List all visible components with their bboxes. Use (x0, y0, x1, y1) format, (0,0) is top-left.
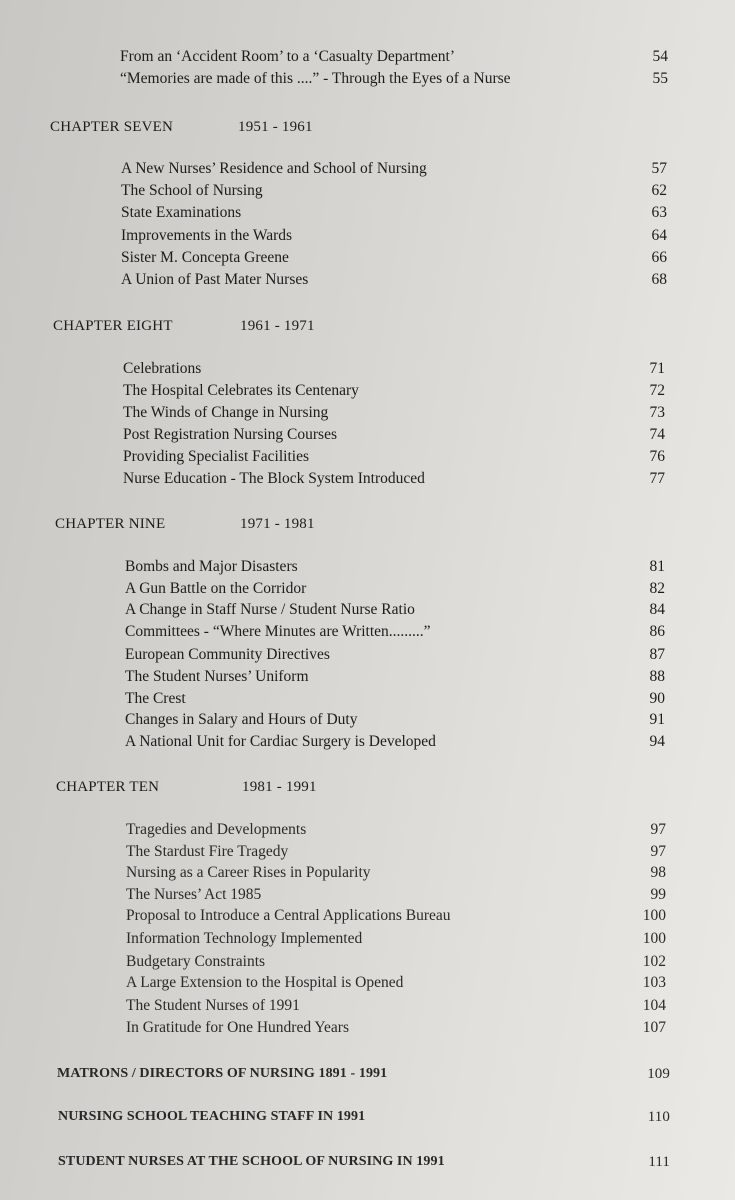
toc-entry-title: The Student Nurses’ Uniform (125, 668, 309, 685)
toc-entry-title: The Nurses’ Act 1985 (126, 886, 262, 903)
toc-entry-title: Proposal to Introduce a Central Applications Bureau (126, 907, 451, 924)
toc-entry-page: 62 (651, 182, 667, 199)
toc-entry-page: 91 (649, 711, 665, 728)
chapter-years: 1981 - 1991 (242, 779, 317, 795)
toc-entry-page: 100 (642, 930, 666, 947)
toc-entry-page: 74 (649, 426, 665, 443)
toc-entry-page: 103 (642, 974, 666, 991)
toc-entry-title: In Gratitude for One Hundred Years (126, 1019, 349, 1036)
toc-entry-title: Nursing as a Career Rises in Popularity (126, 864, 371, 881)
toc-entry-title: Sister M. Concepta Greene (121, 249, 289, 266)
toc-entry-title: Nurse Education - The Block System Introduced (123, 470, 425, 487)
toc-entry-title: Providing Specialist Facilities (123, 448, 309, 465)
chapter-label: CHAPTER NINE (55, 516, 166, 532)
toc-entry-page: 77 (649, 470, 665, 487)
toc-entry-page: 54 (652, 48, 668, 65)
toc-entry-page: 104 (642, 997, 666, 1014)
toc-entry-title: Information Technology Implemented (126, 930, 363, 947)
toc-entry-title: A Gun Battle on the Corridor (125, 580, 307, 597)
toc-entry-title: A Change in Staff Nurse / Student Nurse Ratio (125, 601, 415, 618)
toc-entry-page: 87 (649, 646, 665, 663)
toc-entry-page: 73 (649, 404, 665, 421)
chapter-years: 1951 - 1961 (238, 119, 313, 135)
toc-entry-title: From an ‘Accident Room’ to a ‘Casualty Department’ (120, 48, 456, 65)
appendix-title: NURSING SCHOOL TEACHING STAFF IN 1991 (58, 1109, 366, 1124)
toc-entry-page: 57 (651, 160, 667, 177)
toc-entry-page: 71 (649, 360, 665, 377)
toc-entry-page: 102 (642, 953, 666, 970)
toc-entry-page: 81 (649, 558, 665, 575)
appendix-title: STUDENT NURSES AT THE SCHOOL OF NURSING IN 1991 (58, 1154, 445, 1169)
toc-entry-title: A New Nurses’ Residence and School of Nursing (121, 160, 427, 177)
toc-entry-title: Committees - “Where Minutes are Written.........” (125, 623, 431, 640)
toc-entry-page: 107 (642, 1019, 666, 1036)
toc-entry-page: 68 (651, 271, 667, 288)
toc-entry-page: 84 (649, 601, 665, 618)
toc-entry-title: Improvements in the Wards (121, 227, 293, 244)
toc-entry-title: “Memories are made of this ....” - Through the Eyes of a Nurse (120, 70, 511, 87)
appendix-page: 111 (648, 1154, 670, 1170)
toc-entry-title: Post Registration Nursing Courses (123, 426, 337, 443)
chapter-years: 1971 - 1981 (240, 516, 315, 532)
toc-entry-title: A Large Extension to the Hospital is Opened (126, 974, 404, 991)
toc-entry-page: 76 (649, 448, 665, 465)
toc-entry-page: 97 (650, 821, 666, 838)
toc-entry-page: 100 (642, 907, 666, 924)
chapter-label: CHAPTER EIGHT (53, 318, 173, 334)
toc-entry-page: 90 (649, 690, 665, 707)
toc-entry-page: 98 (650, 864, 666, 881)
toc-entry-page: 64 (651, 227, 667, 244)
toc-entry-page: 55 (652, 70, 668, 87)
appendix-title: MATRONS / DIRECTORS OF NURSING 1891 - 1991 (57, 1066, 388, 1081)
toc-entry-page: 63 (651, 204, 667, 221)
toc-entry-page: 86 (649, 623, 665, 640)
toc-entry-title: A Union of Past Mater Nurses (121, 271, 309, 288)
toc-entry-page: 88 (649, 668, 665, 685)
toc-entry-page: 94 (649, 733, 665, 750)
toc-entry-title: Bombs and Major Disasters (125, 558, 298, 575)
toc-entry-title: Changes in Salary and Hours of Duty (125, 711, 358, 728)
toc-entry-title: The Student Nurses of 1991 (126, 997, 300, 1014)
toc-entry-page: 66 (651, 249, 667, 266)
toc-entry-title: The Stardust Fire Tragedy (126, 843, 289, 860)
toc-entry-title: State Examinations (121, 204, 242, 221)
toc-entry-page: 72 (649, 382, 665, 399)
toc-entry-title: The Winds of Change in Nursing (123, 404, 329, 421)
toc-entry-page: 97 (650, 843, 666, 860)
toc-entry-page: 82 (649, 580, 665, 597)
toc-entry-title: Tragedies and Developments (126, 821, 307, 838)
toc-entry-title: The School of Nursing (121, 182, 263, 199)
toc-entry-title: Celebrations (123, 360, 202, 377)
appendix-page: 110 (647, 1109, 670, 1125)
chapter-years: 1961 - 1971 (240, 318, 315, 334)
toc-entry-page: 99 (650, 886, 666, 903)
chapter-label: CHAPTER SEVEN (50, 119, 174, 135)
toc-entry-title: The Crest (125, 690, 186, 707)
toc-entry-title: The Hospital Celebrates its Centenary (123, 382, 359, 399)
appendix-page: 109 (647, 1066, 670, 1082)
toc-entry-title: Budgetary Constraints (126, 953, 266, 970)
chapter-label: CHAPTER TEN (56, 779, 160, 795)
toc-entry-title: European Community Directives (125, 646, 330, 663)
toc-entry-title: A National Unit for Cardiac Surgery is Developed (125, 733, 436, 750)
